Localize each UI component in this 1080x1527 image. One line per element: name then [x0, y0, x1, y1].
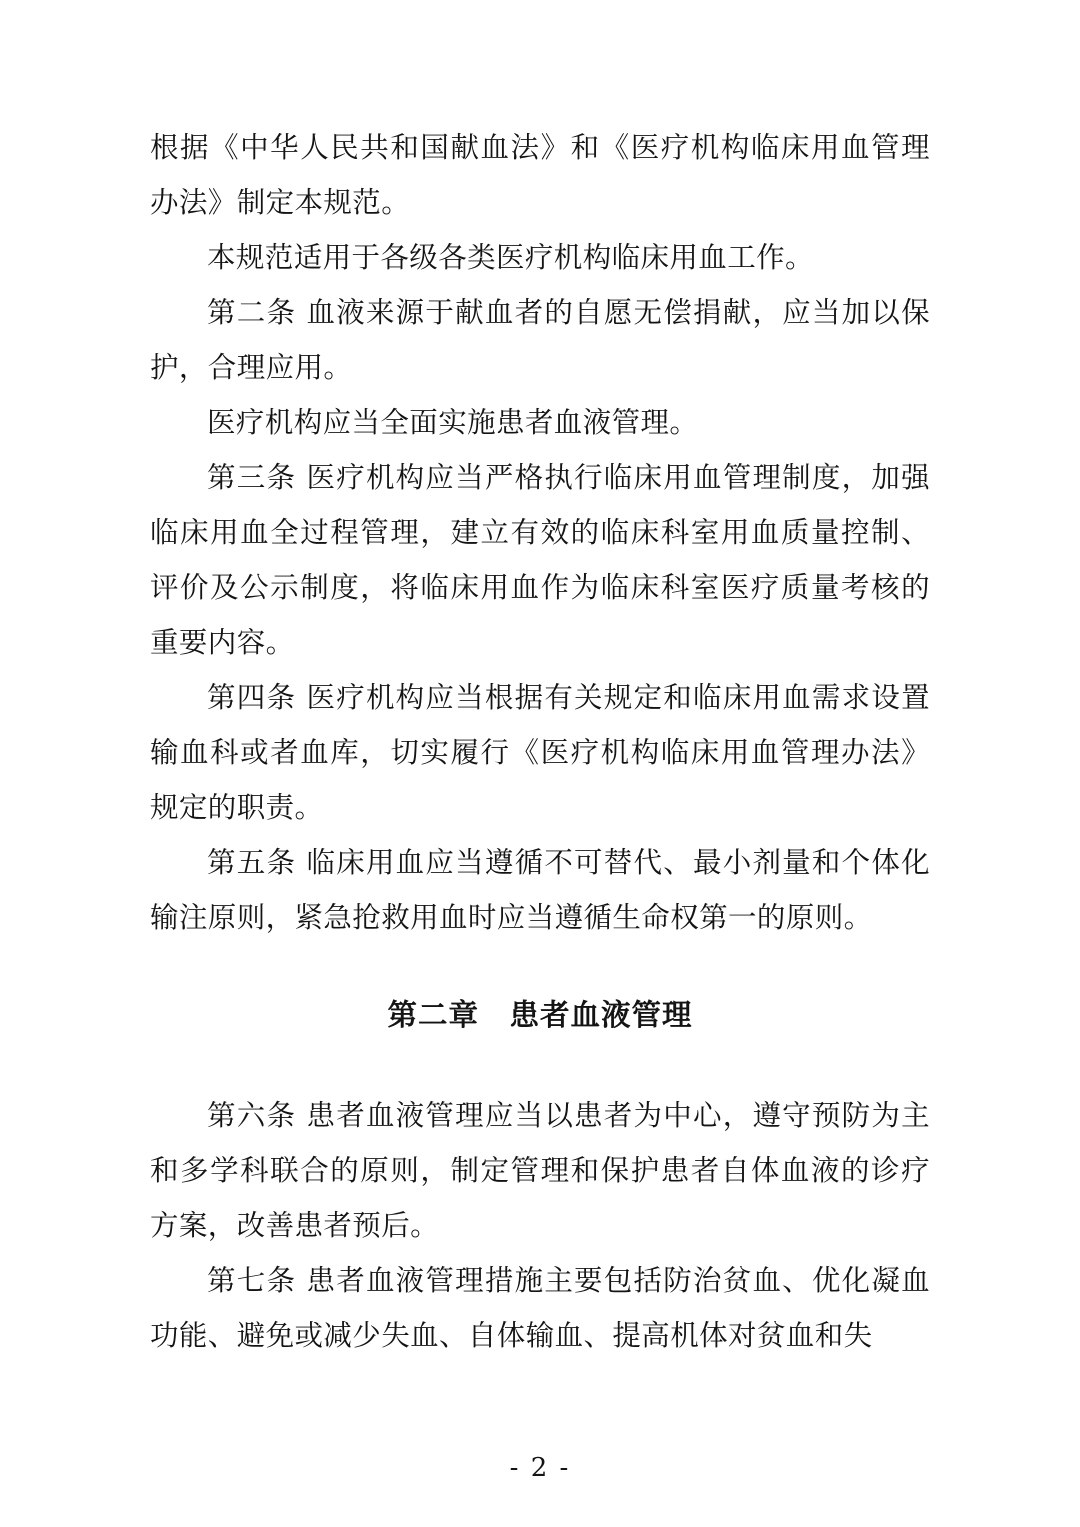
paragraph-article-5: 第五条 临床用血应当遵循不可替代、最小剂量和个体化输注原则，紧急抢救用血时应当遵循生命权第一的原则。 [150, 846, 930, 934]
paragraph-intro-basis: 根据《中华人民共和国献血法》和《医疗机构临床用血管理办法》制定本规范。 [150, 131, 930, 219]
spacer-after-chapter-heading [150, 1042, 930, 1088]
paragraph-article-6: 第六条 患者血液管理应当以患者为中心，遵守预防为主和多学科联合的原则，制定管理和保护患者自体血液的诊疗方案，改善患者预后。 [150, 1099, 930, 1242]
paragraph-article-7: 第七条 患者血液管理措施主要包括防治贫血、优化凝血功能、避免或减少失血、自体输血、提高机体对贫血和失 [150, 1264, 930, 1352]
chapter-heading: 第二章 患者血液管理 [387, 997, 693, 1032]
paragraph-article-2: 第二条 血液来源于献血者的自愿无偿捐献，应当加以保护，合理应用。 [150, 296, 930, 384]
spacer-before-chapter-heading [150, 945, 930, 987]
document-body [150, 120, 930, 1363]
page-number: - 2 - [509, 1453, 571, 1483]
paragraph-article-2-sub: 医疗机构应当全面实施患者血液管理。 [207, 406, 699, 439]
paragraph-article-4: 第四条 医疗机构应当根据有关规定和临床用血需求设置输血科或者血库，切实履行《医疗机构临床用血管理办法》规定的职责。 [150, 681, 930, 824]
paragraph-scope: 本规范适用于各级各类医疗机构临床用血工作。 [207, 241, 814, 274]
paragraph-article-3: 第三条 医疗机构应当严格执行临床用血管理制度，加强临床用血全过程管理，建立有效的临床科室用血质量控制、评价及公示制度，将临床用血作为临床科室医疗质量考核的重要内容。 [150, 461, 930, 659]
